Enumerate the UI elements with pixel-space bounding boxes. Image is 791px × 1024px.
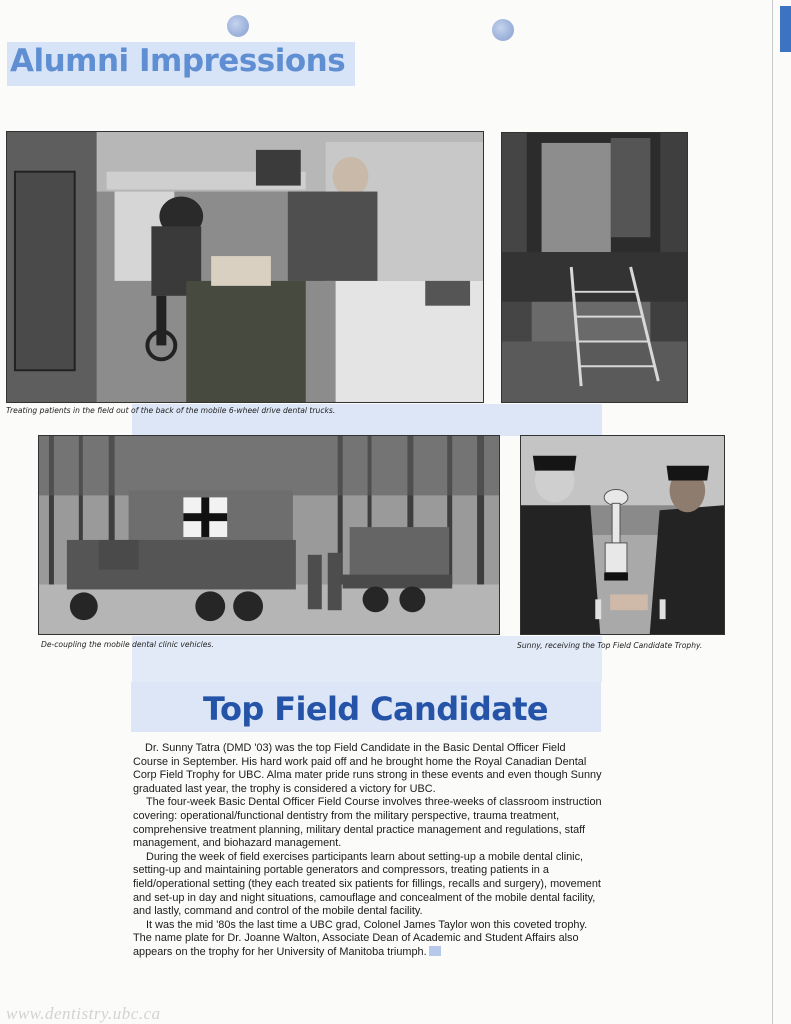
- punch-hole-right: [492, 19, 514, 41]
- vehicles-photo: [38, 435, 500, 635]
- article-body: [133, 742, 603, 960]
- truck-stairs-photo: [501, 132, 688, 403]
- page-edge-line: [772, 0, 773, 1024]
- trophy-photo: [520, 435, 725, 635]
- article-paragraph: Dr. Sunny Tatra (DMD '03) was the top Field Candidate in the Basic Dental Officer Field Course in September. His hard work paid off and he brought home the Royal Canadian Dental Corp Field Trophy for UBC. Alma mater pride runs strong in these events and even though Sunny graduated last year, the trophy is considered a victory for UBC.: [133, 742, 602, 795]
- article-paragraph-last: [133, 919, 603, 960]
- section-title: Alumni Impressions: [10, 43, 346, 79]
- article-paragraph-text: It was the mid '80s the last time a UBC grad, Colonel James Taylor won this coveted trophy. The name plate for Dr. Joanne Walton, Associate Dean of Academic and Student Affairs also appears on the trophy for her University of Manitoba triumph.: [133, 918, 588, 958]
- end-of-article-mark: [429, 946, 441, 956]
- dental-treatment-photo: [6, 131, 484, 403]
- footer-url: www.dentistry.ubc.ca: [6, 1004, 161, 1023]
- page-edge-tab: [780, 6, 791, 52]
- vehicles-caption: De-coupling the mobile dental clinic vehicles.: [41, 640, 214, 649]
- trophy-caption: Sunny, receiving the Top Field Candidate Trophy.: [517, 641, 703, 650]
- punch-hole-left: [227, 15, 249, 37]
- article-paragraph: During the week of field exercises participants learn about setting-up a mobile dental clinic, setting-up and maintaining portable generators and compressors, treating patients in a field/operational setting (they each treated six patients for fillings, recalls and surgery), movement and set-up in day and night situations, camouflage and concealment of the mobile dental facility, and lastly, command and control of the mobile dental facility.: [133, 850, 601, 918]
- dental-treatment-caption: Treating patients in the field out of the back of the mobile 6-wheel drive dental trucks.: [6, 406, 336, 415]
- article-headline: Top Field Candidate: [203, 690, 548, 728]
- article-paragraph: The four-week Basic Dental Officer Field Course involves three-weeks of classroom instruction covering: operational/functional dentistry from the military perspective, trauma treatment, comprehensive treatment planning, military dental practice management and regulations, staff management, and biohazard management.: [133, 796, 602, 850]
